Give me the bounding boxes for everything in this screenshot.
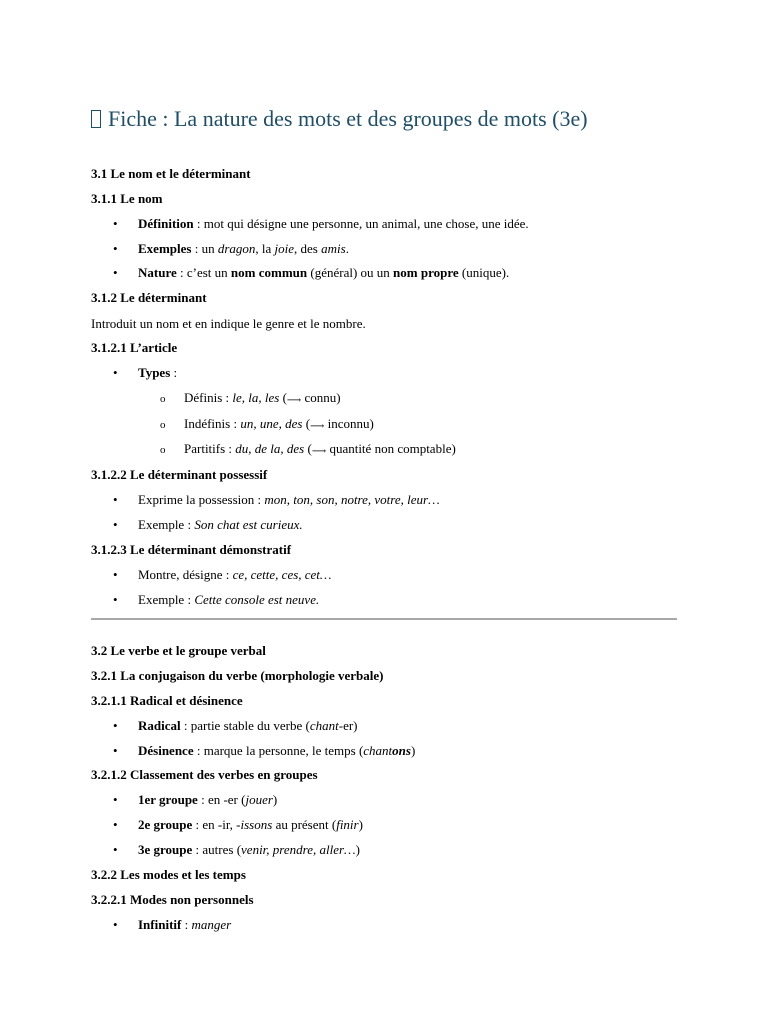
example-word: le, la, les <box>232 390 280 405</box>
example-ending: issons <box>240 817 273 832</box>
definition-text: : mot qui désigne une personne, un animal, une chose, une idée. <box>193 216 529 231</box>
term-label: Exemples <box>138 241 192 256</box>
text: Montre, désigne : <box>138 567 233 582</box>
list-item-groupe-1 <box>113 792 277 808</box>
text: : <box>170 365 178 380</box>
text: : c’est un <box>176 265 231 280</box>
text: Exprime la possession : <box>138 492 265 507</box>
sub-list-item-indefinis <box>160 416 374 435</box>
page-title-text: Fiche : La nature des mots et des groupes de mots (3e) <box>108 106 588 131</box>
arrow-right-icon: ⟶ <box>286 395 302 406</box>
list-item-exemple <box>113 592 319 608</box>
heading-3-2-2-1: 3.2.2.1 Modes non personnels <box>91 892 254 907</box>
missing-glyph-icon <box>91 110 101 128</box>
text: ( <box>279 390 287 405</box>
heading-3-1-1: 3.1.1 Le nom <box>91 191 163 206</box>
term-label: Définition <box>138 216 194 231</box>
heading-3-2-2: 3.2.2 Les modes et les temps <box>91 867 246 882</box>
heading-3-1: 3.1 Le nom et le déterminant <box>91 166 251 181</box>
text: : en -er ( <box>197 792 246 807</box>
example-word: chant <box>363 743 393 758</box>
list-item-types <box>113 365 177 381</box>
list-item-desinence <box>113 743 415 759</box>
bullet-icon <box>113 517 138 533</box>
example-word: du, de la, des <box>235 441 305 456</box>
text: ( <box>302 416 311 431</box>
term-label: Infinitif <box>138 917 182 932</box>
heading-3-2: 3.2 Le verbe et le groupe verbal <box>91 643 266 658</box>
circle-bullet-icon: o <box>160 393 166 405</box>
text: -er) <box>338 718 358 733</box>
example-ending: ons <box>392 743 411 758</box>
example-word: dragon <box>217 241 256 256</box>
list-item-exemple <box>113 517 303 533</box>
example-word: mon, ton, son, notre, votre, leur… <box>264 492 440 507</box>
circle-bullet-icon: o <box>160 444 166 456</box>
example-word: amis <box>321 241 346 256</box>
example-word: jouer <box>245 792 273 807</box>
term-label: Nature <box>138 265 177 280</box>
bullet-icon <box>113 567 138 583</box>
horizontal-divider <box>91 618 677 620</box>
term-label: Types <box>138 365 171 380</box>
example-word: chant <box>309 718 339 733</box>
bullet-icon <box>113 241 138 257</box>
text: : <box>181 917 192 932</box>
bullet-icon <box>113 216 138 232</box>
text: , la <box>255 241 275 256</box>
bullet-icon <box>113 743 138 759</box>
heading-3-2-1: 3.2.1 La conjugaison du verbe (morphologie verbale) <box>91 668 384 683</box>
page-title <box>91 106 588 132</box>
bold-term: nom propre <box>393 265 459 280</box>
bullet-icon <box>113 718 138 734</box>
text: : partie stable du verbe ( <box>180 718 310 733</box>
example-word: finir <box>336 817 359 832</box>
text: ) <box>358 817 363 832</box>
text: ) <box>272 792 278 807</box>
term-label: 1er groupe <box>138 792 198 807</box>
text: (unique). <box>458 265 510 280</box>
text: (général) ou un <box>307 265 394 280</box>
bullet-icon <box>113 365 138 381</box>
text: Définis : <box>184 390 233 405</box>
arrow-right-icon: ⟶ <box>311 446 327 457</box>
text: Exemple : <box>138 592 195 607</box>
bullet-icon <box>113 917 138 933</box>
text: Indéfinis : <box>184 416 241 431</box>
heading-3-2-1-1: 3.2.1.1 Radical et désinence <box>91 693 243 708</box>
text: ) <box>410 743 416 758</box>
list-item-nature <box>113 265 509 281</box>
list-item-radical <box>113 718 358 734</box>
list-item-groupe-3 <box>113 842 360 858</box>
bullet-icon <box>113 842 138 858</box>
text: Partitifs : <box>184 441 236 456</box>
text: , des <box>294 241 322 256</box>
list-item-possession <box>113 492 440 508</box>
example-sentence: Son chat est curieux. <box>194 517 303 532</box>
text: . <box>345 241 349 256</box>
text: ) <box>355 842 360 857</box>
text: : marque la personne, le temps ( <box>193 743 364 758</box>
bullet-icon <box>113 265 138 281</box>
text: : autres ( <box>192 842 242 857</box>
example-sentence: Cette console est neuve. <box>194 592 320 607</box>
example-word: manger <box>191 917 232 932</box>
heading-3-1-2-3: 3.1.2.3 Le déterminant démonstratif <box>91 542 292 557</box>
heading-3-1-2: 3.1.2 Le déterminant <box>91 290 207 305</box>
heading-3-2-1-2: 3.2.1.2 Classement des verbes en groupes <box>91 767 318 782</box>
list-item-groupe-2 <box>113 817 363 833</box>
bullet-icon <box>113 492 138 508</box>
text: connu) <box>301 390 341 405</box>
term-label: Radical <box>138 718 181 733</box>
term-label: 2e groupe <box>138 817 193 832</box>
text: : un <box>191 241 218 256</box>
list-item-definition <box>113 216 529 232</box>
paragraph-intro: Introduit un nom et en indique le genre et le nombre. <box>91 316 366 331</box>
bullet-icon <box>113 592 138 608</box>
text: Exemple : <box>138 517 195 532</box>
example-word: joie <box>274 241 295 256</box>
text: au présent ( <box>272 817 337 832</box>
heading-3-1-2-2: 3.1.2.2 Le déterminant possessif <box>91 467 268 482</box>
circle-bullet-icon: o <box>160 419 166 431</box>
term-label: 3e groupe <box>138 842 193 857</box>
example-word: venir, prendre, aller… <box>241 842 356 857</box>
example-word: un, une, des <box>240 416 303 431</box>
arrow-right-icon: ⟶ <box>310 421 325 432</box>
list-item-infinitif <box>113 917 231 933</box>
sub-list-item-partitifs <box>160 441 456 460</box>
text: inconnu) <box>324 416 374 431</box>
heading-3-1-2-1: 3.1.2.1 L’article <box>91 340 178 355</box>
list-item-designe <box>113 567 331 583</box>
text: : en -ir, - <box>192 817 241 832</box>
bold-term: nom commun <box>230 265 308 280</box>
bullet-icon <box>113 817 138 833</box>
text: quantité non comptable) <box>326 441 456 456</box>
list-item-exemples <box>113 241 349 257</box>
sub-list-item-definis <box>160 390 341 409</box>
text: ( <box>304 441 312 456</box>
bullet-icon <box>113 792 138 808</box>
example-word: ce, cette, ces, cet… <box>232 567 332 582</box>
term-label: Désinence <box>138 743 194 758</box>
